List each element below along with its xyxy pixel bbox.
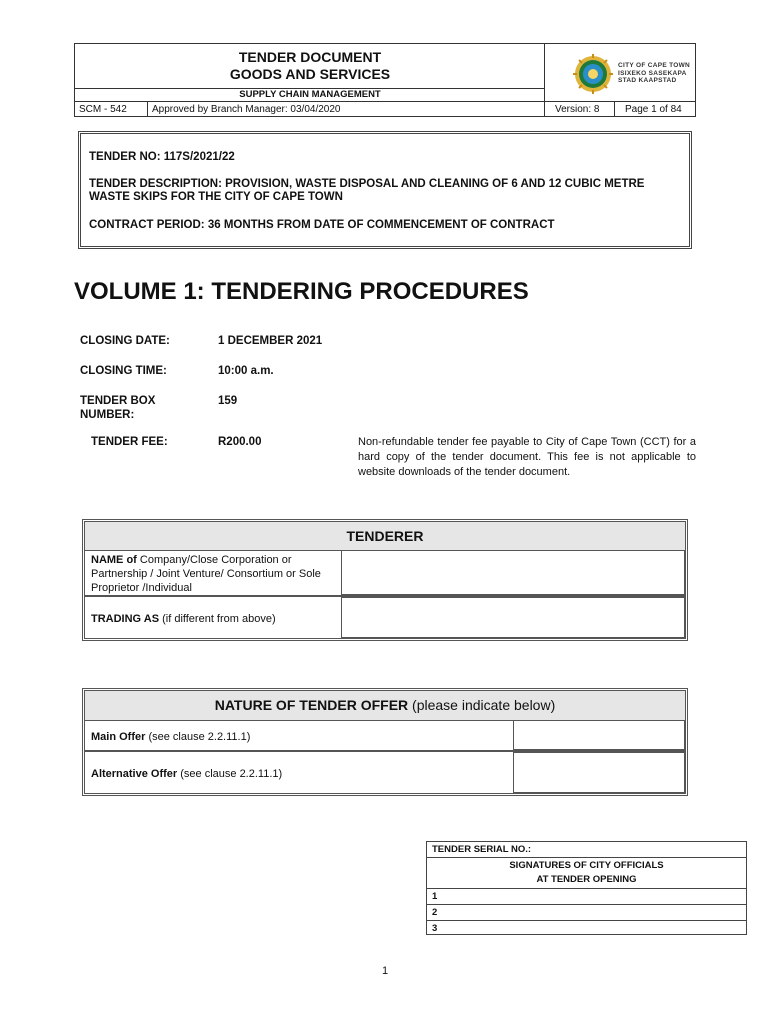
main-offer-field[interactable] — [513, 720, 685, 750]
tenderer-name-field[interactable] — [341, 550, 685, 595]
closing-time-label: CLOSING TIME: — [80, 365, 167, 377]
tender-number: TENDER NO: 117S/2021/22 — [89, 151, 235, 163]
tender-fee-value: R200.00 — [218, 436, 262, 448]
signature-row-3[interactable]: 3 — [427, 920, 746, 934]
header-title-block — [75, 44, 545, 101]
approval-note: Approved by Branch Manager: 03/04/2020 — [148, 102, 545, 117]
version: Version: 8 — [545, 102, 615, 117]
tenderer-heading: TENDERER — [85, 522, 685, 551]
doc-code: SCM - 542 — [75, 102, 148, 117]
signature-row-1[interactable]: 1 — [427, 888, 746, 904]
alternative-offer-label: Alternative Offer (see clause 2.2.11.1) — [91, 768, 283, 780]
tender-serial-box — [426, 841, 747, 935]
city-seal-icon — [573, 54, 613, 94]
signature-row-2[interactable]: 2 — [427, 904, 746, 920]
city-logo — [545, 44, 695, 101]
page-count: Page 1 of 84 — [625, 104, 682, 115]
serial-title: TENDER SERIAL NO.: — [432, 844, 532, 855]
volume-title: VOLUME 1: TENDERING PROCEDURES — [74, 278, 529, 305]
header-subtitle: SUPPLY CHAIN MANAGEMENT — [75, 88, 545, 101]
contract-period: CONTRACT PERIOD: 36 MONTHS FROM DATE OF COMMENCEMENT OF CONTRACT — [89, 219, 555, 231]
main-offer-label: Main Offer (see clause 2.2.11.1) — [91, 731, 251, 743]
offer-table — [82, 688, 688, 796]
closing-time-value: 10:00 a.m. — [218, 365, 274, 377]
closing-date-label: CLOSING DATE: — [80, 335, 170, 347]
tender-box-label: TENDER BOX NUMBER: — [80, 395, 156, 421]
tenderer-name-label: NAME of Company/Close Corporation or Partnership / Joint Venture/ Consortium or Sole Proprietor /Individual — [91, 554, 321, 594]
signatures-heading: SIGNATURES OF CITY OFFICIALS AT TENDER OPENING — [427, 857, 746, 888]
alternative-offer-field[interactable] — [513, 752, 685, 793]
header-meta-row — [75, 101, 695, 117]
tender-fee-note: Non-refundable tender fee payable to City of Cape Town (CCT) for a hard copy of the tender document. This fee is not applicable to website downloads of the tender document. — [358, 436, 696, 478]
trading-as-field[interactable] — [341, 597, 685, 638]
page-number: 1 — [381, 965, 389, 977]
closing-date-value: 1 DECEMBER 2021 — [218, 335, 323, 347]
logo-wordmark: CITY OF CAPE TOWN ISIXEKO SASEKAPA STAD KAAPSTAD — [618, 62, 691, 84]
tender-fee-label: TENDER FEE: — [91, 436, 168, 448]
trading-as-label: TRADING AS (if different from above) — [91, 613, 276, 625]
tender-info-box — [78, 131, 692, 249]
tenderer-table — [82, 519, 688, 641]
offer-heading: NATURE OF TENDER OFFER (please indicate below) — [85, 691, 685, 721]
header-title-line2: GOODS AND SERVICES — [229, 66, 391, 82]
document-header — [74, 43, 696, 117]
tender-box-value: 159 — [218, 395, 238, 407]
tender-description: TENDER DESCRIPTION: PROVISION, WASTE DISPOSAL AND CLEANING OF 6 AND 12 CUBIC METRE WASTE SKIPS FOR THE CITY OF CAPE TOWN — [89, 178, 645, 203]
header-title-line1: TENDER DOCUMENT — [238, 49, 382, 65]
